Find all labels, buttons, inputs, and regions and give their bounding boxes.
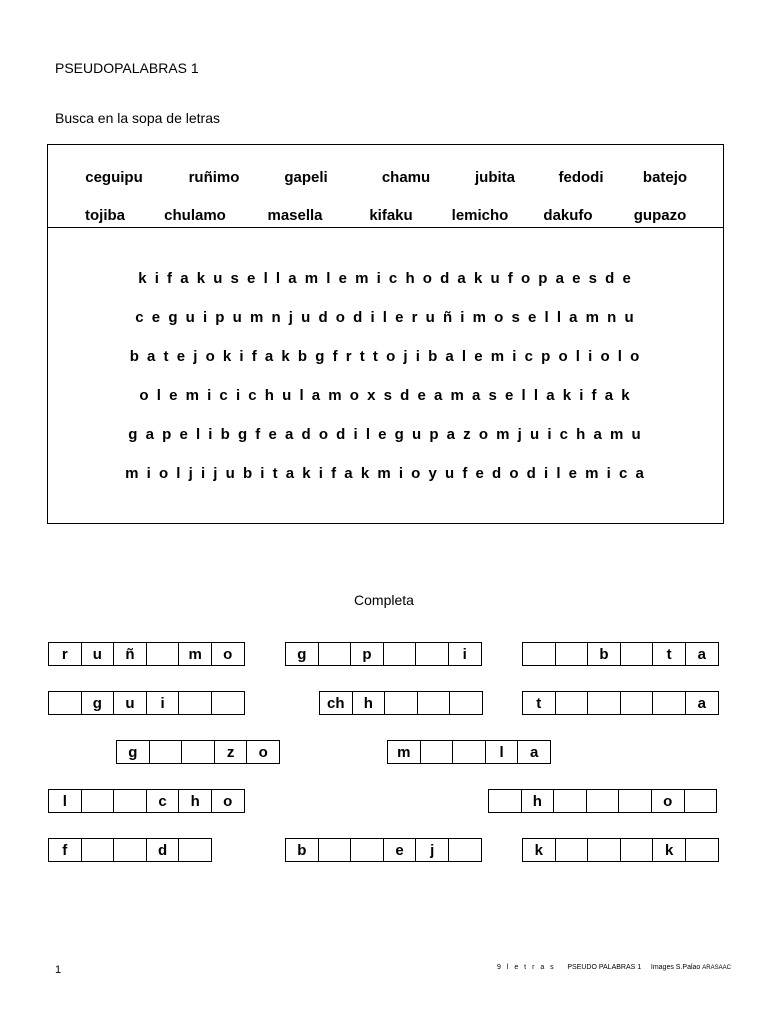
completa-heading: Completa bbox=[354, 592, 414, 608]
letter-cell[interactable] bbox=[420, 740, 454, 764]
page-number: 1 bbox=[55, 964, 62, 976]
letter-cell[interactable]: b bbox=[285, 838, 319, 862]
letter-grid-row: o l e m i c i c h u l a m o x s d e a m a s e l l a k i f a k bbox=[139, 387, 632, 404]
completa-word-9 bbox=[48, 789, 245, 813]
letter-cell[interactable]: t bbox=[652, 642, 686, 666]
letter-cell[interactable]: g bbox=[285, 642, 319, 666]
letter-cell[interactable] bbox=[113, 789, 147, 813]
letter-grid-row: b a t e j o k i f a k b g f r t t o j i b a l e m i c p o l i o l o bbox=[129, 348, 642, 365]
letter-cell[interactable]: c bbox=[146, 789, 180, 813]
word-item: gapeli bbox=[284, 169, 328, 186]
completa-word-8 bbox=[387, 740, 551, 764]
letter-cell[interactable] bbox=[81, 838, 115, 862]
letter-cell[interactable] bbox=[555, 642, 589, 666]
word-item: kifaku bbox=[369, 207, 413, 224]
letter-cell[interactable] bbox=[318, 642, 352, 666]
word-item: ruñimo bbox=[188, 169, 240, 186]
letter-cell[interactable] bbox=[178, 838, 212, 862]
letter-cell[interactable] bbox=[488, 789, 522, 813]
letter-cell[interactable] bbox=[417, 691, 451, 715]
letter-cell[interactable]: r bbox=[48, 642, 82, 666]
letter-cell[interactable]: p bbox=[350, 642, 384, 666]
letter-cell[interactable]: a bbox=[685, 642, 719, 666]
word-item: lemicho bbox=[451, 207, 509, 224]
letter-cell[interactable] bbox=[620, 691, 654, 715]
completa-word-5 bbox=[319, 691, 483, 715]
letter-cell[interactable] bbox=[618, 789, 652, 813]
completa-word-11 bbox=[48, 838, 212, 862]
letter-cell[interactable]: ñ bbox=[113, 642, 147, 666]
letter-cell[interactable] bbox=[620, 642, 654, 666]
letter-cell[interactable] bbox=[587, 691, 621, 715]
letter-cell[interactable] bbox=[146, 642, 180, 666]
completa-word-13 bbox=[522, 838, 719, 862]
letter-cell[interactable] bbox=[553, 789, 587, 813]
letter-cell[interactable]: f bbox=[48, 838, 82, 862]
letter-cell[interactable]: b bbox=[587, 642, 621, 666]
letter-cell[interactable]: l bbox=[485, 740, 519, 764]
letter-cell[interactable] bbox=[81, 789, 115, 813]
letter-cell[interactable]: k bbox=[652, 838, 686, 862]
letter-cell[interactable]: g bbox=[116, 740, 150, 764]
instruction-text: Busca en la sopa de letras bbox=[55, 110, 220, 126]
letter-cell[interactable]: z bbox=[214, 740, 248, 764]
letter-cell[interactable] bbox=[318, 838, 352, 862]
letter-grid-row: g a p e l i b g f e a d o d i l e g u p a z o m j u i c h a m u bbox=[128, 426, 643, 443]
completa-word-12 bbox=[285, 838, 482, 862]
footer-doc-label: PSEUDO PALABRAS 1 bbox=[567, 964, 642, 971]
letter-cell[interactable]: o bbox=[246, 740, 280, 764]
letter-grid-row: c e g u i p u m n j u d o d i l e r u ñ i m o s e l l a m n u bbox=[135, 309, 636, 326]
letter-grid-row: k i f a k u s e l l a m l e m i c h o d a k u f o p a e s d e bbox=[138, 270, 633, 287]
letter-cell[interactable]: t bbox=[522, 691, 556, 715]
letter-cell[interactable]: a bbox=[685, 691, 719, 715]
footer-credit: Images S.Palao bbox=[650, 964, 701, 971]
letter-cell[interactable] bbox=[178, 691, 212, 715]
letter-cell[interactable] bbox=[452, 740, 486, 764]
completa-word-10 bbox=[488, 789, 717, 813]
footer-credit-small: ARASAAC bbox=[702, 965, 731, 971]
letter-cell[interactable] bbox=[181, 740, 215, 764]
letter-cell[interactable] bbox=[415, 642, 449, 666]
letter-cell[interactable]: m bbox=[178, 642, 212, 666]
word-item: jubita bbox=[475, 169, 515, 186]
letter-cell[interactable] bbox=[383, 642, 417, 666]
letter-cell[interactable] bbox=[620, 838, 654, 862]
letter-cell[interactable] bbox=[522, 642, 556, 666]
letter-cell[interactable]: u bbox=[113, 691, 147, 715]
completa-word-3 bbox=[522, 642, 719, 666]
letter-cell[interactable]: i bbox=[448, 642, 482, 666]
letter-cell[interactable]: h bbox=[352, 691, 386, 715]
letter-cell[interactable] bbox=[384, 691, 418, 715]
letter-cell[interactable]: h bbox=[178, 789, 212, 813]
letter-cell[interactable] bbox=[555, 691, 589, 715]
word-item: chamu bbox=[381, 169, 431, 186]
completa-word-1 bbox=[48, 642, 245, 666]
letter-cell[interactable]: o bbox=[651, 789, 685, 813]
letter-cell[interactable]: m bbox=[387, 740, 421, 764]
letter-cell[interactable] bbox=[555, 838, 589, 862]
word-list-divider bbox=[48, 227, 723, 228]
letter-cell[interactable]: o bbox=[211, 642, 245, 666]
letter-cell[interactable] bbox=[113, 838, 147, 862]
word-item: gupazo bbox=[633, 207, 687, 224]
letter-cell[interactable]: k bbox=[522, 838, 556, 862]
letter-grid-row: m i o l j i j u b i t a k i f a k m i o y u f e d o d i l e m i c a bbox=[125, 465, 646, 482]
letter-cell[interactable] bbox=[449, 691, 483, 715]
letter-cell[interactable]: l bbox=[48, 789, 82, 813]
letter-cell[interactable]: a bbox=[517, 740, 551, 764]
letter-cell[interactable]: ch bbox=[319, 691, 353, 715]
letter-cell[interactable] bbox=[684, 789, 718, 813]
completa-word-6 bbox=[522, 691, 719, 715]
footer-info bbox=[497, 964, 731, 971]
letter-cell[interactable] bbox=[587, 838, 621, 862]
word-item: dakufo bbox=[543, 207, 593, 224]
letter-cell[interactable] bbox=[211, 691, 245, 715]
word-item: tojiba bbox=[85, 207, 125, 224]
letter-cell[interactable] bbox=[652, 691, 686, 715]
completa-word-7 bbox=[116, 740, 280, 764]
letter-cell[interactable] bbox=[685, 838, 719, 862]
word-item: chulamo bbox=[164, 207, 226, 224]
letter-cell[interactable]: j bbox=[415, 838, 449, 862]
letter-cell[interactable] bbox=[48, 691, 82, 715]
letter-cell[interactable]: u bbox=[81, 642, 115, 666]
word-item: fedodi bbox=[558, 169, 604, 186]
word-item: ceguipu bbox=[85, 169, 143, 186]
letter-cell[interactable] bbox=[586, 789, 620, 813]
letter-cell[interactable] bbox=[149, 740, 183, 764]
letter-cell[interactable]: g bbox=[81, 691, 115, 715]
letter-cell[interactable]: e bbox=[383, 838, 417, 862]
word-item: masella bbox=[267, 207, 323, 224]
word-item: batejo bbox=[642, 169, 688, 186]
letter-cell[interactable] bbox=[448, 838, 482, 862]
letter-cell[interactable]: d bbox=[146, 838, 180, 862]
completa-word-2 bbox=[285, 642, 482, 666]
word-search-box bbox=[47, 144, 724, 524]
letter-cell[interactable]: h bbox=[521, 789, 555, 813]
letter-cell[interactable]: i bbox=[146, 691, 180, 715]
letter-cell[interactable] bbox=[350, 838, 384, 862]
footer-letters-label: 9 l e t r a s bbox=[497, 964, 556, 971]
letter-cell[interactable]: o bbox=[211, 789, 245, 813]
word-list-row-1 bbox=[48, 169, 723, 193]
page-title: PSEUDOPALABRAS 1 bbox=[55, 60, 199, 76]
completa-word-4 bbox=[48, 691, 245, 715]
